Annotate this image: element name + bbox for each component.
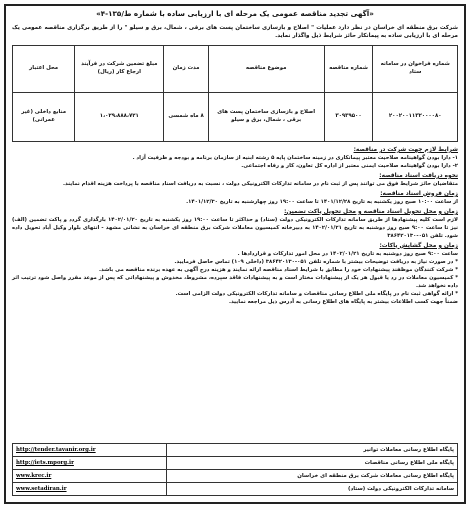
link-name: سامانه تدارکات الکترونیکی دولت (ستاد): [348, 486, 454, 492]
section-line: متقاضیان حائز شرایط فوق می توانند پس از ثبت نام در سامانه تدارکات الکترونیکی دولت ، نسبت به دریافت اسناد مناقصه با پرداخت هزینه اقدام نمایند.: [63, 180, 458, 187]
section-heading: زمان فروش اسناد مناقصه:: [380, 190, 458, 197]
closing-line: ضمناً جهت کسب اطلاعات بیشتر به پایگاه های اطلاع رسانی به آدرس ذیل مراجعه نمایید.: [228, 298, 458, 305]
table-header-row: [13, 45, 458, 92]
header-cell: شماره مناقصه: [324, 45, 373, 92]
section-heading: شرایط لازم جهت شرکت در مناقصه:: [353, 146, 458, 153]
notice-body: [12, 146, 458, 306]
table-cell: ۲۰۰۲۰۰۱۱۳۲۰۰۰۰۸۰: [373, 92, 458, 141]
link-url[interactable]: www.krec.ir: [13, 470, 167, 482]
link-url[interactable]: www.setadiran.ir: [13, 483, 167, 495]
info-links-table: [12, 443, 458, 496]
section-heading: زمان و محل گشایش پاکات:: [379, 242, 458, 249]
link-name: پایگاه ملی اطلاع رسانی مناقصات: [364, 460, 454, 466]
tender-table: [12, 45, 458, 142]
notice-title: «آگهی تجدید مناقصه عمومی یک مرحله ای با ارزیابی ساده با شماره ط/۱۳۵-۴»: [96, 9, 374, 18]
section-heading: زمان و محل تحویل اسناد مناقصه و محل تحویل پاکت تضمین:: [284, 208, 458, 215]
link-url[interactable]: http://tender.tavanir.org.ir: [13, 444, 167, 456]
link-name: پایگاه اطلاع رسانی معاملات توانیر: [363, 447, 454, 453]
header-cell: مدت زمان: [164, 45, 209, 92]
link-url[interactable]: http://iets.mporg.ir: [13, 457, 167, 469]
link-row: [13, 444, 457, 457]
link-row: [13, 457, 457, 470]
section-line: از ساعت ۱۰:۰۰ صبح روز یکشنبه به تاریخ ۱۴۰۱/۱۲/۲۸ تا ساعت ۱۹:۰۰ روز چهارشنبه به تاریخ ۱۴۰۱/۱۲/۳۰.: [186, 198, 458, 205]
table-cell: اصلاح و بازسازی ساختمان پست های برقی ، شمال، برق و سیلو: [208, 92, 324, 141]
section-line: * شرکت کنندگان موظفند پیشنهادات خود را مطابق با شرایط اسناد مناقصه ارائه نمایند و هزینه درج آگهی به عهده برنده مناقصه می باشد.: [99, 266, 458, 273]
link-row: [13, 483, 457, 495]
section-line: لازم است کلیه پیشنهادها از طریق سامانه تدارکات الکترونیکی دولت (ستاد) و حداکثر تا ساعت ۱۹:۰۰ روز یکشنبه به تاریخ ۱۴۰۲/۰۱/۲۰ بارگذاری گردد و پاکت تضمین (الف) نیز تا ساعت ۹:۰۰ صبح روز دوشنبه به تاریخ ۱۴۰۲/۰۱/۲۱ به دبیرخانه کمیسیون معاملات شرکت برق منطقه ای خراسان به نشانی مشهد - انتهای بلوار وکیل آباد تحویل داده شود. تلفن ۰۵۱-۳۸۶۴۲۰۱۳۰: [12, 216, 458, 239]
section-line: ساعت ۹:۰۰ صبح روز دوشنبه به تاریخ ۱۴۰۲/۰۱/۲۱ در محل امور تدارکات و قراردادها .: [237, 250, 458, 257]
notice-intro: شرکت برق منطقه ای خراسان در نظر دارد عملیات " اصلاح و بازسازی ساختمان پست های برقی ، شمال، برق و سیلو " را از طریق برگزاری مناقصه عمومی یک مرحله ای با ارزیابی ساده به پیمانکار حائز شرایط ذیل واگذار نماید.: [12, 25, 458, 40]
table-row: [13, 92, 458, 141]
table-cell: منابع داخلی (غیر عمرانی): [13, 92, 75, 141]
section-line: * در صورت نیاز به دریافت توضیحات بیشتر با شماره تلفن ۰۵۱-۳۸۶۴۲۰۱۳۰ (داخلی ۱۰۹) تماس حاصل فرمایید.: [174, 258, 458, 265]
table-cell: ۳۰۹۳۹۵۰۰: [324, 92, 373, 141]
section-line: ۱- دارا بودن گواهینامه صلاحیت معتبر پیمانکاری در زمینه ساختمان پایه ۵ رشته ابنیه از سازمان برنامه و بودجه و ظرفیت آزاد .: [132, 154, 458, 161]
section-line: * کمیسیون معاملات در رد یا قبول هر یک از پیشنهادات مختار است و به پیشنهادات فاقد سپرده، مشروط، مخدوش و پیشنهاداتی که پس از موعد مقرر واصل شود ترتیب اثر داده نخواهد شد.: [12, 274, 458, 289]
link-name: پایگاه اطلاع رسانی معاملات شرکت برق منطقه ای خراسان: [297, 473, 454, 479]
section-line: ۲- دارا بودن گواهینامه صلاحیت ایمنی معتبر از اداره کل تعاون، کار و رفاه اجتماعی.: [241, 162, 458, 169]
link-row: [13, 470, 457, 483]
header-cell: موضوع مناقصه: [208, 45, 324, 92]
header-cell: شماره فراخوان در سامانه ستاد: [373, 45, 458, 92]
header-cell: محل اعتبار: [13, 45, 75, 92]
section-heading: نحوه دریافت اسناد مناقصه:: [379, 172, 458, 179]
header-cell: مبلغ تضمین شرکت در فرآیند ارجاع کار (ریال): [75, 45, 164, 92]
table-cell: ۱،۰۲۹،۸۸۸،۷۲۱: [75, 92, 164, 141]
table-cell: ۸ ماه شمسی: [164, 92, 209, 141]
notice-frame: [4, 4, 466, 504]
section-line: * ارائه گواهی ثبت نام در پایگاه ملی اطلاع رسانی مناقصات و سامانه تدارکات الکترونیکی دولت الزامی است.: [175, 290, 458, 297]
